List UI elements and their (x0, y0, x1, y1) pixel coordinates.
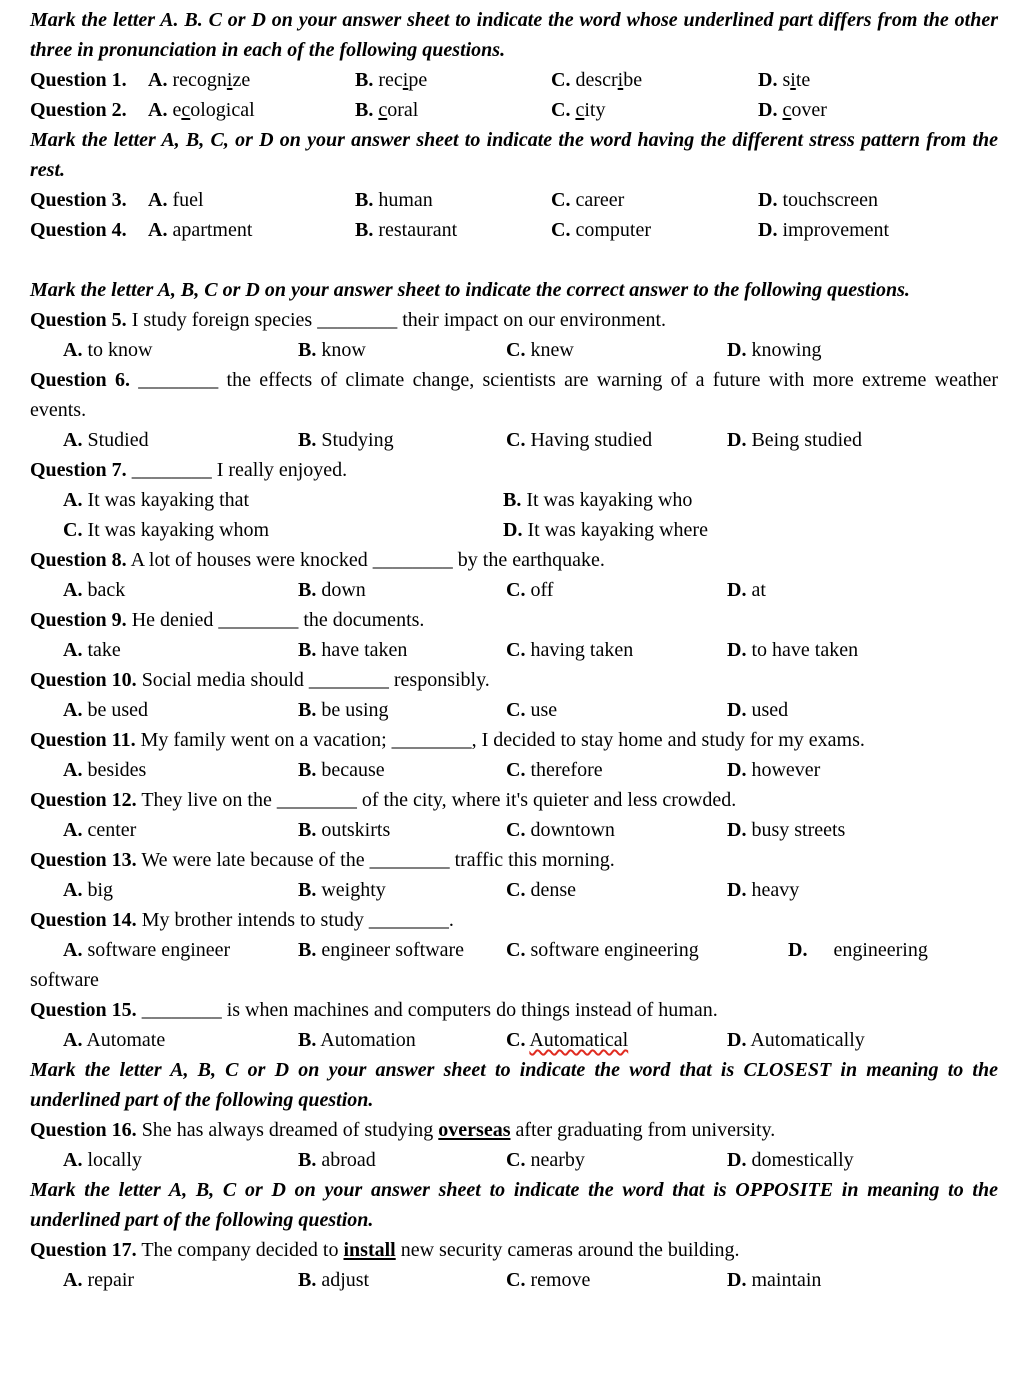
option-text: career (575, 189, 625, 211)
option-letter: D. (727, 429, 747, 451)
question-4-row (30, 215, 998, 245)
keyword-underlined: install (343, 1239, 396, 1261)
question-10-options (30, 695, 998, 725)
option-b (298, 875, 506, 905)
question-16-options (30, 1145, 998, 1175)
option-b (298, 1265, 506, 1295)
option-letter: A. (63, 429, 83, 451)
question-17-options (30, 1265, 998, 1295)
option-text: restaurant (378, 219, 458, 241)
option-text: remove (530, 1269, 591, 1291)
question-text: A lot of houses were knocked ________ by the earthquake. (130, 549, 605, 571)
option-word (782, 69, 810, 91)
option-text: off (530, 579, 554, 601)
option-text: Being studied (751, 429, 862, 451)
option-text: down (321, 579, 366, 601)
option-letter: B. (503, 489, 522, 511)
option-c (506, 815, 727, 845)
option-letter: B. (298, 429, 317, 451)
option-text: know (321, 339, 366, 361)
question-number: Question 7. (30, 459, 127, 481)
option-text: domestically (751, 1149, 854, 1171)
option-text: heavy (751, 879, 800, 901)
option-a (63, 755, 298, 785)
question-number: Question 8. (30, 549, 127, 571)
option-letter: A. (63, 579, 83, 601)
question-6-options (30, 425, 998, 455)
option-d (727, 635, 998, 665)
option-a (63, 695, 298, 725)
word-part: descr (575, 69, 618, 91)
instruction-correct-answer: Mark the letter A, B, C or D on your answer sheet to indicate the correct answer to the following questions. (30, 279, 910, 301)
option-letter: B. (298, 639, 317, 661)
option-c (506, 1025, 727, 1055)
option-b (355, 65, 551, 95)
question-7-stem (30, 455, 998, 485)
question-text-post: after graduating from university. (515, 1119, 776, 1141)
option-a (63, 1265, 298, 1295)
option-d (727, 575, 998, 605)
option-text: It was kayaking whom (87, 519, 270, 541)
option-d (727, 1265, 998, 1295)
option-text: human (378, 189, 433, 211)
question-number: Question 16. (30, 1119, 137, 1141)
question-5-options (30, 335, 998, 365)
question-9-options (30, 635, 998, 665)
option-letter: B. (298, 1149, 317, 1171)
underlined-letter: i (226, 69, 233, 91)
question-13-options (30, 875, 998, 905)
option-letter: B. (355, 99, 374, 121)
word-part: e (172, 99, 182, 121)
option-letter: A. (148, 69, 168, 91)
option-letter: C. (63, 519, 83, 541)
option-text: locally (87, 1149, 142, 1171)
option-a (63, 815, 298, 845)
option-letter: B. (298, 819, 317, 841)
option-letter: D. (727, 1269, 747, 1291)
question-text: Social media should ________ responsibly. (141, 669, 490, 691)
question-6-stem (30, 365, 998, 425)
option-b (298, 425, 506, 455)
option-letter: A. (63, 819, 83, 841)
option-a (148, 65, 355, 95)
option-text: software engineer (87, 939, 231, 961)
question-text: ________ the effects of climate change, scientists are warning of a future with more extreme weather events. (30, 369, 998, 421)
option-c (551, 95, 758, 125)
option-letter: D. (727, 579, 747, 601)
question-number: Question 13. (30, 849, 137, 871)
option-b (298, 935, 506, 965)
option-d (503, 515, 998, 545)
option-letter: C. (506, 1149, 526, 1171)
option-letter: C. (551, 219, 571, 241)
option-letter: B. (298, 1029, 317, 1051)
option-a (63, 425, 298, 455)
option-text: however (751, 759, 821, 781)
option-c (506, 575, 727, 605)
option-text: be used (87, 699, 148, 721)
question-12-stem (30, 785, 998, 815)
question-number: Question 3. (30, 189, 127, 211)
option-c (506, 755, 727, 785)
option-text: maintain (751, 1269, 822, 1291)
option-text: to have taken (751, 639, 859, 661)
option-word (575, 69, 642, 91)
word-part: te (795, 69, 811, 91)
option-text: repair (87, 1269, 135, 1291)
option-text: engineering (833, 939, 928, 961)
option-letter: D. (727, 699, 747, 721)
question-text: My family went on a vacation; ________, I decided to stay home and study for my exams. (140, 729, 865, 751)
question-14-stem (30, 905, 998, 935)
option-letter: A. (63, 1269, 83, 1291)
question-7-options (30, 485, 998, 545)
question-number: Question 9. (30, 609, 127, 631)
option-letter: D. (758, 69, 778, 91)
question-10-stem (30, 665, 998, 695)
option-letter: D. (758, 219, 778, 241)
option-letter: A. (148, 99, 168, 121)
option-letter: D. (758, 189, 778, 211)
option-text: software engineering (530, 939, 699, 961)
option-letter: D. (727, 879, 747, 901)
option-letter: B. (298, 939, 317, 961)
option-c (506, 1145, 727, 1175)
option-letter: C. (506, 579, 526, 601)
underlined-letter: c (575, 99, 585, 121)
option-a (63, 635, 298, 665)
option-text: engineer software (321, 939, 465, 961)
question-3-row (30, 185, 998, 215)
instruction-closest-meaning: Mark the letter A, B, C or D on your answer sheet to indicate the word that is CLOSEST in meaning to the underlined part of the following question. (30, 1059, 998, 1111)
option-b (503, 485, 998, 515)
option-a (63, 1145, 298, 1175)
option-letter: A. (63, 759, 83, 781)
word-part: pe (408, 69, 428, 91)
option-letter: C. (506, 1269, 526, 1291)
option-text: It was kayaking who (526, 489, 693, 511)
option-text: take (87, 639, 121, 661)
option-text: Studied (87, 429, 149, 451)
option-a (63, 1025, 298, 1055)
option-a (63, 935, 298, 965)
option-letter: B. (355, 69, 374, 91)
question-number: Question 2. (30, 99, 127, 121)
option-d (727, 335, 998, 365)
option-a (63, 575, 298, 605)
option-letter: A. (63, 489, 83, 511)
option-c (551, 215, 758, 245)
option-letter: B. (298, 1269, 317, 1291)
option-word (378, 69, 427, 91)
option-d (727, 425, 998, 455)
option-text: fuel (172, 189, 204, 211)
option-text: outskirts (321, 819, 391, 841)
option-c (506, 335, 727, 365)
question-text: ________ I really enjoyed. (131, 459, 348, 481)
option-d (727, 875, 998, 905)
option-letter: A. (148, 189, 168, 211)
question-text: My brother intends to study ________. (141, 909, 454, 931)
option-letter: B. (298, 579, 317, 601)
option-c (551, 65, 758, 95)
question-number: Question 6. (30, 369, 130, 391)
instruction-pronunciation: Mark the letter A. B. C or D on your answer sheet to indicate the word whose underlined part differs from the other three in pronunciation in each of the following questions. (30, 9, 998, 61)
option-d (727, 815, 998, 845)
option-a (148, 95, 355, 125)
option-word (172, 69, 250, 91)
underlined-letter: c (378, 99, 388, 121)
option-word (172, 99, 254, 121)
option-text: because (321, 759, 385, 781)
option-c (506, 875, 727, 905)
question-14-options (30, 935, 998, 965)
instruction-opposite-meaning: Mark the letter A, B, C or D on your answer sheet to indicate the word that is OPPOSITE in meaning to the underlined part of the following question. (30, 1179, 998, 1231)
question-text: He denied ________ the documents. (131, 609, 425, 631)
option-text: at (751, 579, 766, 601)
option-text: dense (530, 879, 576, 901)
option-b (298, 695, 506, 725)
option-c (506, 635, 727, 665)
option-text: back (87, 579, 126, 601)
word-part: oral (387, 99, 419, 121)
question-14-option-d-continuation: software (30, 969, 99, 991)
option-d (727, 1145, 998, 1175)
option-word (378, 99, 418, 121)
option-a (148, 185, 355, 215)
question-1-row (30, 65, 998, 95)
option-text: Studying (321, 429, 394, 451)
option-text: center (87, 819, 137, 841)
question-number: Question 10. (30, 669, 137, 691)
option-letter: D. (727, 1149, 747, 1171)
option-letter: B. (298, 339, 317, 361)
option-letter: C. (551, 69, 571, 91)
option-letter: D. (758, 99, 778, 121)
option-d (727, 755, 998, 785)
option-letter: C. (551, 99, 571, 121)
option-text: busy streets (751, 819, 846, 841)
option-letter: A. (63, 699, 83, 721)
option-a (63, 485, 503, 515)
option-letter: D. (727, 1029, 747, 1051)
option-text: used (751, 699, 789, 721)
option-c (551, 185, 758, 215)
option-letter: A. (148, 219, 168, 241)
option-letter: A. (63, 879, 83, 901)
question-17-stem (30, 1235, 998, 1265)
question-number: Question 14. (30, 909, 137, 931)
word-part: recogn (172, 69, 227, 91)
option-b (298, 575, 506, 605)
option-b (355, 215, 551, 245)
option-text: besides (87, 759, 147, 781)
question-number: Question 17. (30, 1239, 137, 1261)
question-11-stem (30, 725, 998, 755)
option-text: Having studied (530, 429, 653, 451)
option-letter: C. (506, 879, 526, 901)
option-letter: B. (298, 879, 317, 901)
option-letter: D. (727, 819, 747, 841)
option-letter: D. (727, 759, 747, 781)
option-letter: C. (506, 939, 526, 961)
question-15-stem (30, 995, 998, 1025)
underlined-letter: i (617, 69, 624, 91)
option-text: nearby (530, 1149, 585, 1171)
option-letter: C. (506, 429, 526, 451)
option-letter: B. (298, 699, 317, 721)
option-text: touchscreen (782, 189, 878, 211)
option-a (148, 215, 355, 245)
option-c (506, 1265, 727, 1295)
word-part: over (791, 99, 827, 121)
option-letter: C. (551, 189, 571, 211)
option-text: knowing (751, 339, 822, 361)
option-letter: B. (355, 219, 374, 241)
question-text: ________ is when machines and computers do things instead of human. (141, 999, 718, 1021)
option-b (298, 1025, 506, 1055)
option-b (298, 335, 506, 365)
underlined-letter: i (402, 69, 409, 91)
word-part: ity (584, 99, 606, 121)
blank-line (30, 245, 998, 275)
option-text: weighty (321, 879, 386, 901)
option-b (298, 755, 506, 785)
keyword-underlined: overseas (438, 1119, 511, 1141)
option-letter: C. (506, 759, 526, 781)
option-b (355, 185, 551, 215)
option-text: therefore (530, 759, 603, 781)
question-13-stem (30, 845, 998, 875)
option-d (758, 185, 998, 215)
option-b (355, 95, 551, 125)
question-16-stem (30, 1115, 998, 1145)
question-number: Question 11. (30, 729, 136, 751)
option-text: use (530, 699, 558, 721)
option-c (506, 935, 788, 965)
option-a (63, 335, 298, 365)
option-text: to know (87, 339, 153, 361)
word-part: ological (190, 99, 255, 121)
question-text: We were late because of the ________ traffic this morning. (141, 849, 615, 871)
option-b (298, 815, 506, 845)
underlined-letter: c (181, 99, 191, 121)
option-letter: A. (63, 639, 83, 661)
question-number: Question 1. (30, 69, 127, 91)
option-letter: A. (63, 939, 83, 961)
option-a (63, 875, 298, 905)
option-d (758, 215, 998, 245)
misspelled-word: Automatical (529, 1029, 629, 1051)
option-d (727, 695, 998, 725)
option-text: abroad (321, 1149, 376, 1171)
question-9-stem (30, 605, 998, 635)
option-text: Automation (320, 1029, 416, 1051)
question-number: Question 15. (30, 999, 137, 1021)
option-text: adjust (321, 1269, 370, 1291)
option-text: having taken (530, 639, 634, 661)
word-part: rec (378, 69, 403, 91)
question-text-post: new security cameras around the building. (400, 1239, 740, 1261)
question-text: I study foreign species ________ their impact on our environment. (131, 309, 667, 331)
option-letter: C. (506, 639, 526, 661)
option-text: big (87, 879, 114, 901)
option-d (727, 1025, 998, 1055)
option-c (63, 515, 503, 545)
option-b (298, 1145, 506, 1175)
instruction-stress: Mark the letter A, B, C, or D on your answer sheet to indicate the word having the different stress pattern from the rest. (30, 129, 998, 181)
option-d (788, 935, 998, 965)
question-12-options (30, 815, 998, 845)
option-text: be using (321, 699, 389, 721)
option-letter: C. (506, 1029, 526, 1051)
question-text: They live on the ________ of the city, where it's quieter and less crowded. (141, 789, 737, 811)
option-text: Automate (86, 1029, 166, 1051)
option-c (506, 695, 727, 725)
option-letter: D. (788, 939, 808, 961)
option-letter: A. (63, 1029, 83, 1051)
question-text-pre: The company decided to (141, 1239, 339, 1261)
option-word (782, 99, 826, 121)
option-letter: B. (355, 189, 374, 211)
option-letter: D. (727, 339, 747, 361)
word-part: ze (232, 69, 251, 91)
question-2-row (30, 95, 998, 125)
question-number: Question 4. (30, 219, 127, 241)
option-letter: C. (506, 699, 526, 721)
option-d (758, 95, 998, 125)
option-text: apartment (172, 219, 253, 241)
option-letter: A. (63, 1149, 83, 1171)
option-word (575, 99, 605, 121)
option-letter: C. (506, 819, 526, 841)
option-b (298, 635, 506, 665)
question-8-options (30, 575, 998, 605)
word-part: be (623, 69, 643, 91)
option-text: downtown (530, 819, 615, 841)
option-d (758, 65, 998, 95)
question-number: Question 12. (30, 789, 137, 811)
question-5-stem (30, 305, 998, 335)
question-8-stem (30, 545, 998, 575)
option-letter: D. (503, 519, 523, 541)
question-15-options (30, 1025, 998, 1055)
option-text: knew (530, 339, 574, 361)
option-c (506, 425, 727, 455)
option-text: computer (575, 219, 651, 241)
option-text: have taken (321, 639, 408, 661)
option-text: improvement (782, 219, 890, 241)
option-letter: B. (298, 759, 317, 781)
question-text-pre: She has always dreamed of studying (141, 1119, 434, 1141)
word-part: s (782, 69, 791, 91)
question-11-options (30, 755, 998, 785)
option-letter: A. (63, 339, 83, 361)
option-letter: D. (727, 639, 747, 661)
option-text: It was kayaking where (527, 519, 708, 541)
underlined-letter: c (782, 99, 792, 121)
option-letter: C. (506, 339, 526, 361)
option-text: Automatically (750, 1029, 865, 1051)
underlined-letter: i (790, 69, 796, 91)
question-number: Question 5. (30, 309, 127, 331)
option-text: It was kayaking that (87, 489, 250, 511)
